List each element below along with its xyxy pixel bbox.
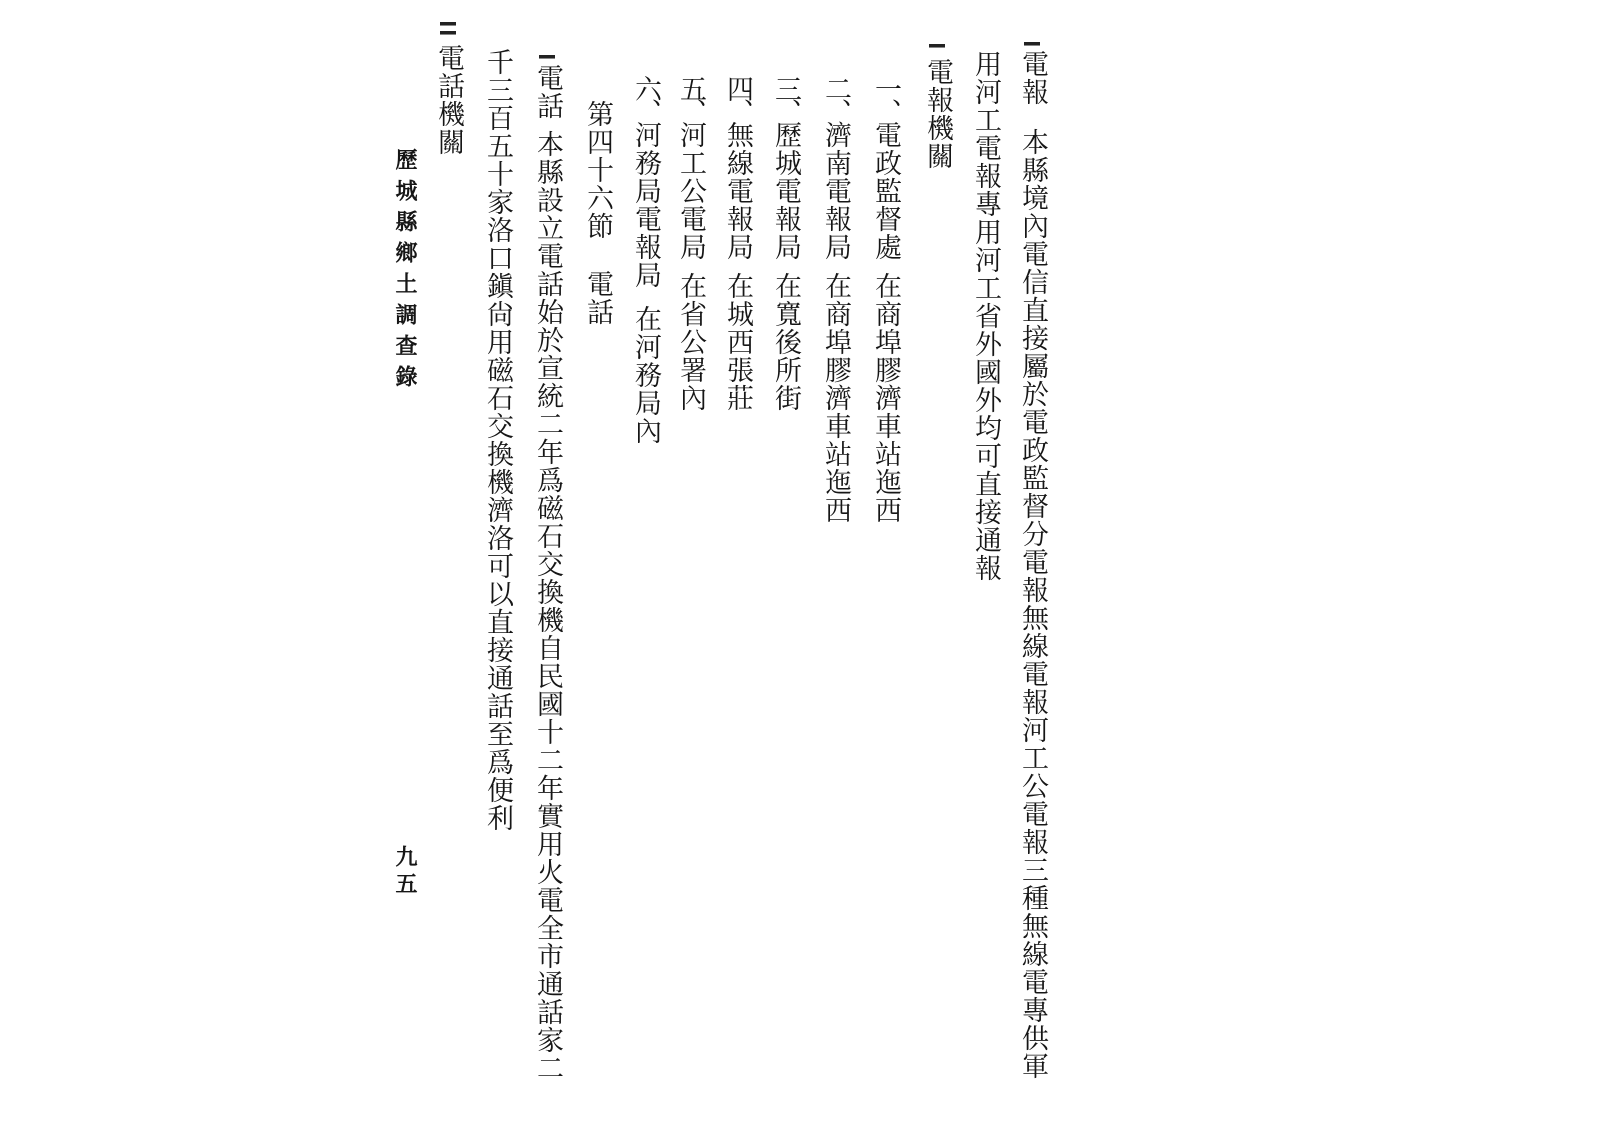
telegraph-body-line-1: 本縣境內電信直接屬於電政監督分電報無線電報河工公電報三種無線電專供軍 — [1017, 128, 1048, 1080]
telephone-agencies-heading: 電話機關 — [433, 44, 464, 156]
section-marker — [929, 44, 945, 48]
agency-item-label — [820, 75, 850, 261]
agency-item-name: 濟南電報局 — [820, 121, 851, 261]
telephone-heading: 電話 — [532, 64, 563, 120]
agency-item-number: 六、 — [630, 75, 661, 121]
section-title: 電話 — [582, 270, 613, 326]
agency-item-name: 無線電報局 — [722, 121, 753, 261]
agency-item-label — [870, 75, 900, 261]
agency-item-label — [770, 75, 800, 261]
agency-item-name: 歷城電報局 — [770, 121, 801, 261]
section-marker — [539, 55, 555, 59]
agency-item-label — [630, 75, 660, 289]
agency-item-number: 四、 — [722, 75, 753, 121]
agency-item-name: 河務局電報局 — [630, 121, 661, 289]
section-marker — [440, 22, 456, 26]
agency-item-location: 在城西張莊 — [722, 272, 753, 412]
agency-item-label — [722, 75, 752, 261]
agency-item-location: 在商埠膠濟車站迤西 — [820, 272, 851, 524]
agency-item-name: 電政監督處 — [870, 121, 901, 261]
agency-item-number: 二、 — [820, 75, 851, 121]
agency-item-name: 河工公電局 — [675, 121, 706, 261]
telephone-body-line-1: 本縣設立電話始於宣統二年爲磁石交換機自民國十二年實用火電全市通話家二 — [532, 130, 563, 1082]
agency-item-location: 在省公署內 — [675, 272, 706, 412]
agency-item-number: 三、 — [770, 75, 801, 121]
telegraph-body-line-2: 用河工電報專用河工省外國外均可直接通報 — [970, 50, 1001, 582]
telegraph-heading: 電報 — [1017, 50, 1048, 106]
agency-item-number: 五、 — [675, 75, 706, 121]
agency-item-location: 在寬後所街 — [770, 272, 801, 412]
section-marker — [440, 31, 456, 35]
agency-item-label — [675, 75, 705, 261]
section-number: 第四十六節 — [582, 100, 613, 240]
page-number: 九五 — [392, 845, 418, 899]
telegraph-agencies-heading: 電報機關 — [922, 58, 953, 170]
telephone-body-line-2: 千三百五十家洛口鎭尙用磁石交換機濟洛可以直接通話至爲便利 — [482, 48, 513, 832]
agency-item-location: 在河務局內 — [630, 305, 661, 445]
agency-item-number: 一、 — [870, 75, 901, 121]
book-title: 歷城縣鄉土調查錄 — [392, 148, 418, 396]
section-marker — [1024, 42, 1040, 46]
agency-item-location: 在商埠膠濟車站迤西 — [870, 272, 901, 524]
